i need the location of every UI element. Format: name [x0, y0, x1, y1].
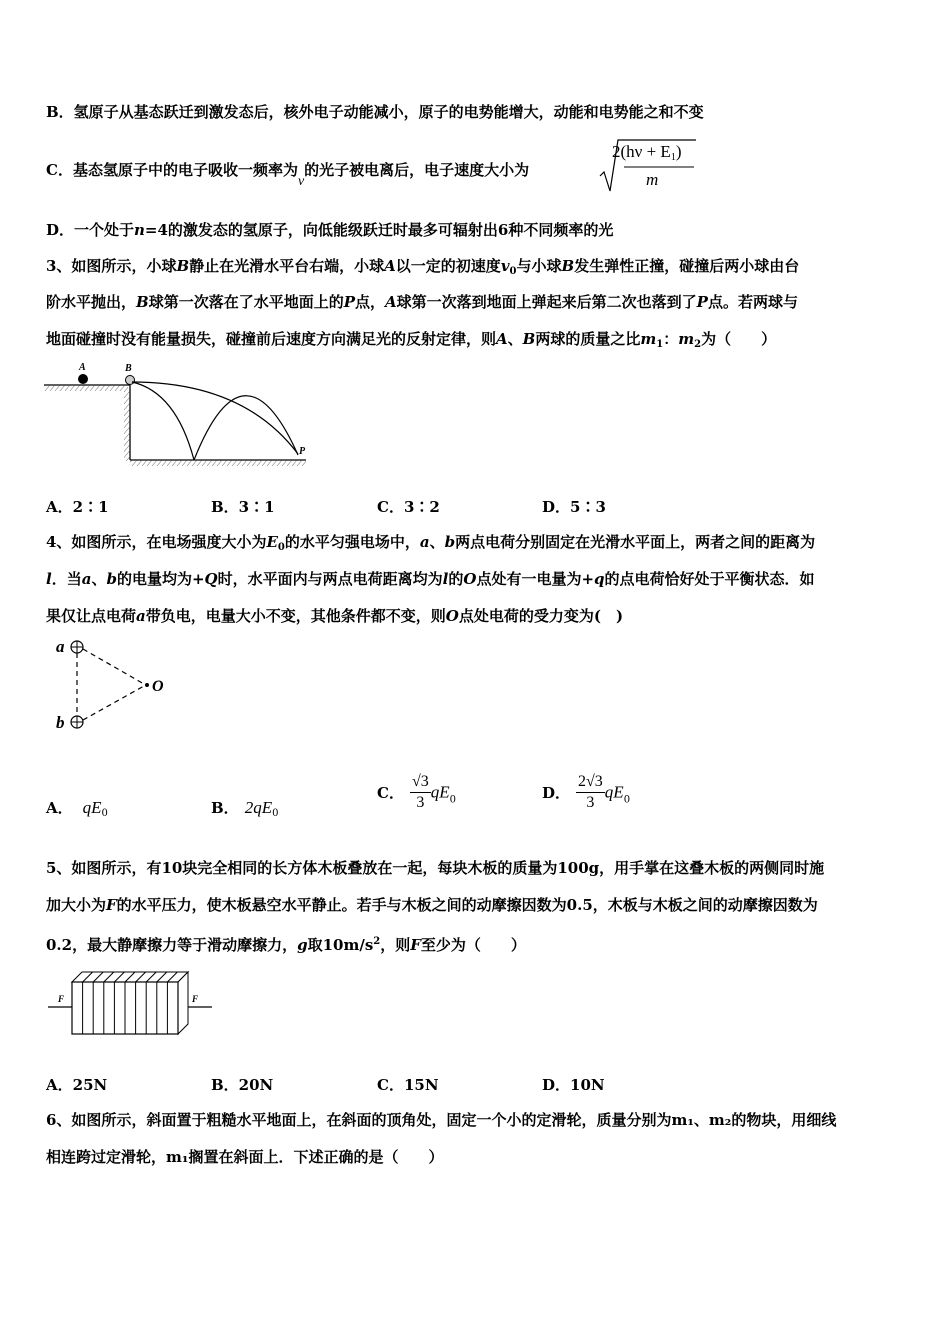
q4-line-2: l．当a、b的电量均为+Q时，水平面内与两点电荷距离均为l的O点处有一电量为+q的点电荷恰好处于平衡状态．如 — [46, 570, 815, 588]
q5-option-c: C．15N — [377, 1076, 439, 1094]
q3-line-1: 3、如图所示，小球B静止在光滑水平台右端，小球A以一定的初速度$v_0$与小球B发生弹性正撞，碰撞后两小球由台 — [46, 257, 800, 277]
q2-option-c — [46, 160, 529, 192]
q5-figure — [46, 966, 216, 1036]
q5-line-2: 加大小为F的水平压力，使木板悬空水平静止。若手与木板之间的动摩擦因数为0.5，木板与木板之间的动摩擦因数为 — [46, 896, 818, 914]
fig-label-p: P — [299, 446, 306, 457]
q2-option-b: B．氢原子从基态跃迁到激发态后，核外电子动能减小，原子的电势能增大，动能和电势能之和不变 — [46, 103, 704, 121]
fig-label-a: A — [79, 362, 86, 373]
q5-option-a: A．25N — [46, 1076, 108, 1094]
q4-line-1: 4、如图所示，在电场强度大小为$E_0$的水平匀强电场中，a、b两点电荷分别固定在光滑水平面上，两者之间的距离为 — [46, 533, 816, 553]
q3-option-d: D．5∶3 — [542, 498, 606, 516]
fig-label-o: O — [152, 678, 164, 695]
q2-option-d: D．一个处于n=4的激发态的氢原子，向低能级跃迁时最多可辐射出6种不同频率的光 — [46, 221, 614, 239]
q3-option-a: A．2∶1 — [46, 498, 109, 516]
ball-b — [126, 376, 135, 385]
q4-option-b: B． $2qE_0$ — [211, 798, 279, 819]
q5-option-d: D．10N — [542, 1076, 605, 1094]
q4-option-d: D． $\frac{2√3}{3}$ $qE_0$ — [542, 773, 631, 811]
q6-line-1: 6、如图所示，斜面置于粗糙水平地面上，在斜面的顶角处，固定一个小的定滑轮，质量分别为m₁、m₂的物块，用细线 — [46, 1111, 837, 1129]
q3-figure — [44, 362, 324, 470]
fig-label-f-right: F — [192, 994, 199, 1004]
q2-option-c-text2: 的光子被电离后，电子速度大小为 — [304, 161, 530, 179]
q2-option-c-text: C．基态氢原子中的电子吸收一频率为 — [46, 161, 298, 179]
q3-option-b: B．3∶1 — [211, 498, 275, 516]
q4-line-3: 果仅让点电荷a带负电，电量大小不变，其他条件都不变，则O点处电荷的受力变为( ) — [46, 607, 624, 625]
q5-line-3: 0.2，最大静摩擦力等于滑动摩擦力，g取$10m/s^2$，则F至少为（ ） — [46, 936, 526, 954]
q6-line-2: 相连跨过定滑轮，m₁搁置在斜面上．下述正确的是（ ） — [46, 1148, 444, 1166]
q5-option-b: B．20N — [211, 1076, 274, 1094]
q2-sqrt-denominator: m — [646, 170, 659, 189]
q5-line-1: 5、如图所示，有10块完全相同的长方体木板叠放在一起，每块木板的质量为100g，用手掌在这叠木板的两侧同时施 — [46, 859, 825, 877]
q4-option-c: C． $\frac{√3}{3}$ $qE_0$ — [377, 773, 456, 811]
fig-label-b: B — [125, 363, 132, 374]
q4-figure — [52, 636, 182, 736]
q2-sqrt-numerator: $2(h\nu + E_1)$ — [612, 142, 682, 163]
fig-label-charge-b: b — [56, 713, 65, 732]
fig-label-f-left: F — [58, 994, 65, 1004]
q3-line-3: 地面碰撞时没有能量损失，碰撞前后速度方向满足光的反射定律，则A、B两球的质量之比$m_1$：$m_2$为（ ） — [46, 330, 777, 350]
q4-option-a: A． $qE_0$ — [46, 798, 108, 819]
fig-label-charge-a: a — [56, 637, 65, 656]
q3-line-2: 阶水平抛出，B球第一次落在了水平地面上的P点，A球第一次落到地面上弹起来后第二次也落到了P点。若两球与 — [46, 293, 798, 311]
q3-option-c: C．3∶2 — [377, 498, 440, 516]
q2-option-c-nu: ν — [297, 174, 305, 189]
ball-a — [78, 374, 88, 384]
